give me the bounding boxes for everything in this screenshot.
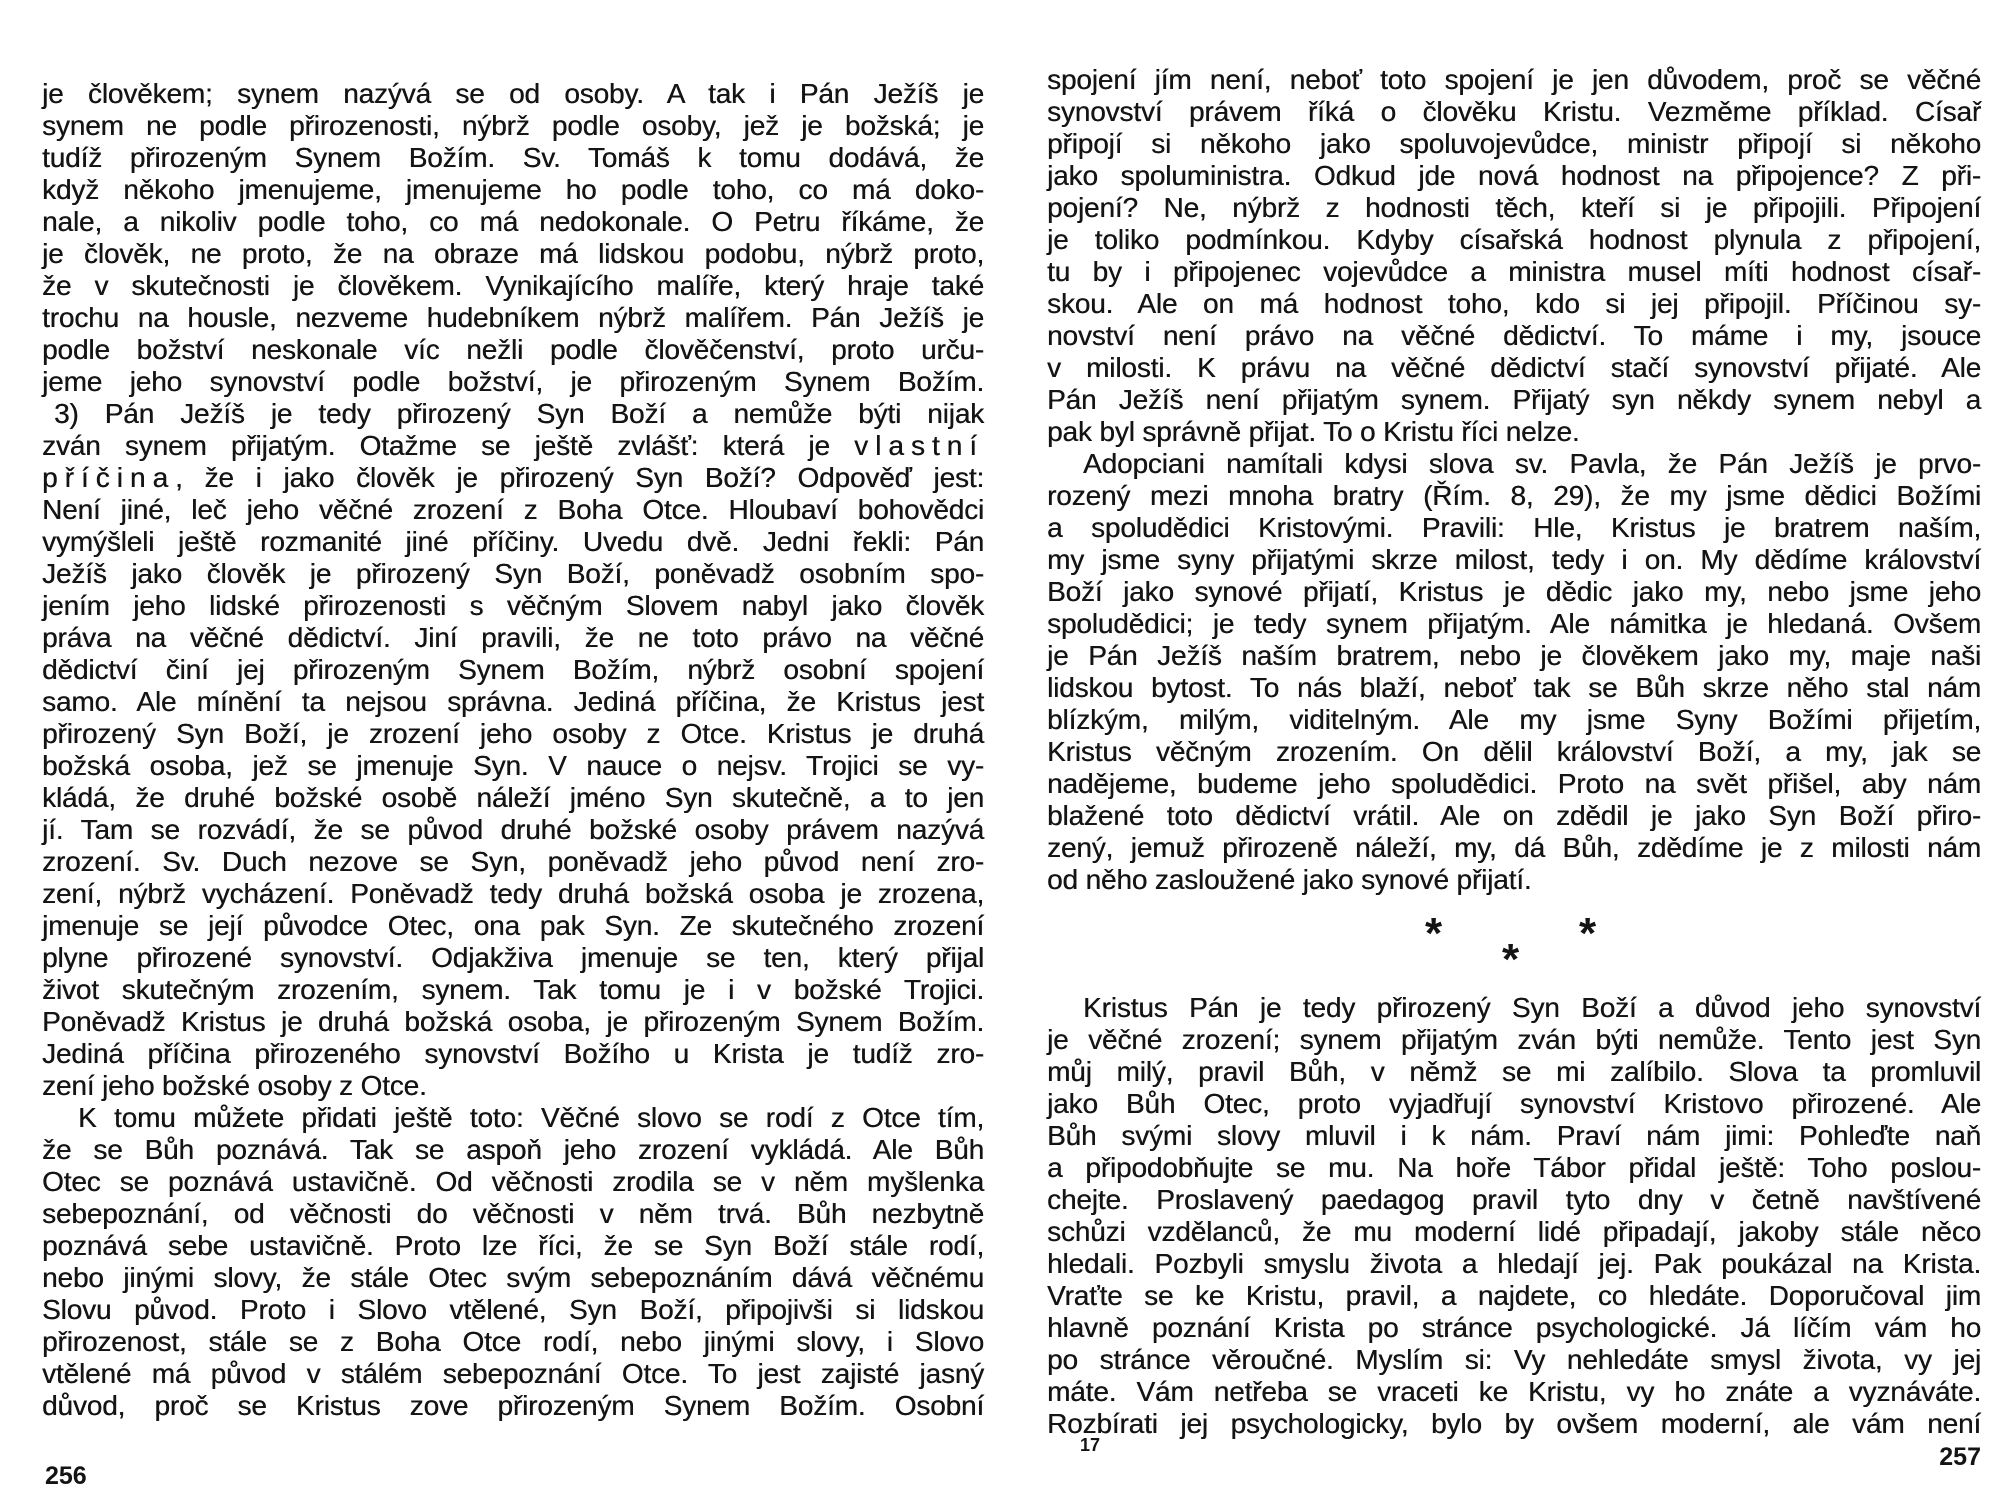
text-line: jí. Tam se rozvádí, že se původ druhé božské osoby právem nazývá	[42, 814, 984, 845]
asterisk: *	[1579, 909, 1597, 958]
text-line: synovství právem říká o člověku Kristu. Vezměme příklad. Císař	[1047, 96, 1981, 127]
text-line: jením jeho lidské přirozenosti s věčným Slovem nabyl jako člověk	[42, 590, 984, 621]
text-line: pojení? Ne, nýbrž z hodnosti těch, kteří si je připojili. Připojení	[1047, 192, 1981, 223]
asterisk: *	[1502, 935, 1520, 984]
text-line: synem ne podle přirozenosti, nýbrž podle osoby, jež je božská; je	[42, 110, 984, 141]
printer-signature-mark: 17	[1080, 1435, 1101, 1455]
text-line: kládá, že druhé božské osobě náleží jméno Syn skutečně, a to jen	[42, 782, 984, 813]
text-line: trochu na housle, nezveme hudebníkem nýbrž malířem. Pán Ježíš je	[42, 302, 984, 333]
text-line: skou. Ale on má hodnost toho, kdo si jej připojil. Příčinou sy-	[1047, 288, 1981, 319]
text-line	[42, 462, 984, 494]
text-line: Není jiné, leč jeho věčné zrození z Boha Otce. Hloubaví bohovědci	[42, 494, 984, 525]
spaced-emphasis-word: vlastní	[854, 430, 984, 461]
text-line: Pán Ježíš není přijatým synem. Přijatý syn někdy synem nebyl a	[1047, 384, 1981, 415]
text-line: spoludědici; je tedy synem přijatým. Ale námitka je hledaná. Ovšem	[1047, 608, 1981, 639]
text-line: přirozený Syn Boží, je zrození jeho osoby z Otce. Kristus je druhá	[42, 718, 984, 749]
text-line: máte. Vám netřeba se vraceti ke Kristu, vy ho znáte a vyznáváte.	[1047, 1376, 1981, 1407]
text-line: Bůh svými slovy mluvil i k nám. Praví nám jimi: Pohleďte naň	[1047, 1120, 1981, 1151]
text-line: Rozbírati jej psychologicky, bylo by ovšem moderní, ale vám není	[1047, 1408, 1981, 1439]
text-line: nale, a nikoliv podle toho, co má nedokonale. O Petru říkáme, že	[42, 206, 984, 237]
text-line: Jediná příčina přirozeného synovství Božího u Krista je tudíž zro-	[42, 1038, 984, 1069]
text-line: Ježíš jako člověk je přirozený Syn Boží, poněvadž osobním spo-	[42, 558, 984, 589]
text-segment: zván synem přijatým. Otažme se ještě zvlášť: která je	[42, 430, 855, 461]
text-line: a spoludědici Kristovými. Pravili: Hle, Kristus je bratrem naším,	[1047, 512, 1981, 543]
text-line: je Pán Ježíš naším bratrem, nebo je člověkem jako my, maje naši	[1047, 640, 1981, 671]
text-line: samo. Ale mínění ta nejsou správna. Jediná příčina, že Kristus jest	[42, 686, 984, 717]
page-number-left: 256	[45, 1462, 87, 1490]
text-line: jako spoluministra. Odkud jde nová hodnost na připojence? Z při-	[1047, 160, 1981, 191]
text-line: hledali. Pozbyli smyslu života a hledají jej. Pak poukázal na Krista.	[1047, 1248, 1981, 1279]
text-line: Adopciani namítali kdysi slova sv. Pavla, že Pán Ježíš je prvo-	[1083, 448, 1981, 479]
left-page-text-column	[42, 78, 984, 1422]
text-line: dědictví činí jej přirozeným Synem Božím, nýbrž osobní spojení	[42, 654, 984, 685]
text-line: důvod, proč se Kristus zove přirozeným Synem Božím. Osobní	[42, 1390, 984, 1421]
text-line: je toliko podmínkou. Kdyby císařská hodnost plynula z připojení,	[1047, 224, 1981, 255]
text-line: a připodobňujte se mu. Na hoře Tábor přidal ještě: Toho poslou-	[1047, 1152, 1981, 1183]
text-line: život skutečným zrozením, synem. Tak tomu je i v božské Trojici.	[42, 974, 984, 1005]
text-line: spojení jím není, neboť toto spojení je jen důvodem, proč se věčné	[1047, 64, 1981, 95]
text-line: novství není právo na věčné dědictví. To máme i my, jsouce	[1047, 320, 1981, 351]
text-line: že se Bůh poznává. Tak se aspoň jeho zrození vykládá. Ale Bůh	[42, 1134, 984, 1165]
text-line: vtělené má původ v stálém sebepoznání Otce. To jest zajisté jasný	[42, 1358, 984, 1389]
text-line: přirozenost, stále se z Boha Otce rodí, nebo jinými slovy, i Slovo	[42, 1326, 984, 1357]
text-line: můj milý, pravil Bůh, v němž se mi zalíbilo. Slova ta promluvil	[1047, 1056, 1981, 1087]
text-line: Otec se poznává ustavičně. Od věčnosti zrodila se v něm myšlenka	[42, 1166, 984, 1197]
text-line: je člověk, ne proto, že na obraze má lidskou podobu, nýbrž proto,	[42, 238, 984, 269]
text-line: Vraťte se ke Kristu, pravil, a najdete, co hledáte. Doporučoval jim	[1047, 1280, 1981, 1311]
text-line: tu by i připojenec vojevůdce a ministra musel míti hodnost císař-	[1047, 256, 1981, 287]
text-line: Poněvadž Kristus je druhá božská osoba, je přirozeným Synem Božím.	[42, 1006, 984, 1037]
text-line: po stránce věroučné. Myslím si: Vy nehledáte smysl života, vy jej	[1047, 1344, 1981, 1375]
text-line: blažené toto dědictví vrátil. Ale on zdědil je jako Syn Boží přiro-	[1047, 800, 1981, 831]
text-line: rozený mezi mnoha bratry (Řím. 8, 29), že my jsme dědici Božími	[1047, 480, 1981, 511]
text-line: že v skutečnosti je člověkem. Vynikajícího malíře, který hraje také	[42, 270, 984, 301]
text-line: božská osoba, jež se jmenuje Syn. V nauce o nejsv. Trojici se vy-	[42, 750, 984, 781]
text-segment: , že i jako člověk je přirozený Syn Boží? Odpověď jest:	[175, 462, 984, 493]
text-line: lidskou bytost. To nás blaží, neboť tak se Bůh skrze něho stal nám	[1047, 672, 1981, 703]
text-line: plyne přirozené synovství. Odjakživa jmenuje se ten, který přijal	[42, 942, 984, 973]
text-line: nebo jinými slovy, že stále Otec svým sebepoznáním dává věčnému	[42, 1262, 984, 1293]
text-line: zení jeho božské osoby z Otce.	[42, 1070, 427, 1101]
text-line: v milosti. K právu na věčné dědictví stačí synovství přijaté. Ale	[1047, 352, 1981, 383]
page-number-right: 257	[1939, 1443, 1981, 1471]
text-line: K tomu můžete přidati ještě toto: Věčné slovo se rodí z Otce tím,	[78, 1102, 984, 1133]
text-line: připojí si někoho jako spoluvojevůdce, ministr připojí si někoho	[1047, 128, 1981, 159]
text-line: sebepoznání, od věčnosti do věčnosti v něm trvá. Bůh nezbytně	[42, 1198, 984, 1229]
text-line: od něho zasloužené jako synové přijatí.	[1047, 864, 1532, 895]
text-line: my jsme syny přijatými skrze milost, tedy i on. My dědíme království	[1047, 544, 1981, 575]
text-line: tudíž přirozeným Synem Božím. Sv. Tomáš k tomu dodává, že	[42, 142, 984, 173]
text-line: zení, nýbrž vycházení. Poněvadž tedy druhá božská osoba je zrozena,	[42, 878, 984, 909]
text-line: poznává sebe ustavičně. Proto lze říci, že se Syn Boží stále rodí,	[42, 1230, 984, 1261]
text-line: hlavně poznání Krista po stránce psychologické. Já líčím vám ho	[1047, 1312, 1981, 1343]
text-line: jako Bůh Otec, proto vyjadřují synovství Kristovo přirozené. Ale	[1047, 1088, 1981, 1119]
text-line: schůzi vzdělanců, že mu moderní lidé připadají, jakoby stále něco	[1047, 1216, 1981, 1247]
right-page-text-column-bottom	[1047, 992, 1981, 1440]
text-line: jeme jeho synovství podle božství, je přirozeným Synem Božím.	[42, 366, 984, 397]
text-line: Boží jako synové přijatí, Kristus je dědic jako my, nebo jsme jeho	[1047, 576, 1981, 607]
spaced-emphasis-word: příčina	[42, 462, 176, 493]
text-line: když někoho jmenujeme, jmenujeme ho podle toho, co má doko-	[42, 174, 984, 205]
right-page	[1003, 0, 2006, 1500]
text-line: nadějeme, budeme jeho spoludědici. Proto na svět přišel, aby nám	[1047, 768, 1981, 799]
text-line	[42, 430, 984, 462]
text-line: blízkým, milým, viditelným. Ale my jsme Syny Božími přijetím,	[1047, 704, 1981, 735]
text-line: Kristus Pán je tedy přirozený Syn Boží a důvod jeho synovství	[1083, 992, 1981, 1023]
text-line: je věčné zrození; synem přijatým zván býti nemůže. Tento jest Syn	[1047, 1024, 1981, 1055]
text-line: práva na věčné dědictví. Jiní pravili, že ne toto právo na věčné	[42, 622, 984, 653]
right-page-text-column-top	[1047, 64, 1981, 896]
text-line: pak byl správně přijat. To o Kristu říci nelze.	[1047, 416, 1580, 447]
text-line: je člověkem; synem nazývá se od osoby. A tak i Pán Ježíš je	[42, 78, 984, 109]
text-line: vymýšleli ještě rozmanité jiné příčiny. Uvedu dvě. Jedni řekli: Pán	[42, 526, 984, 557]
text-line: chejte. Proslavený paedagog pravil tyto dny v četně navštívené	[1047, 1184, 1981, 1215]
text-line: zrození. Sv. Duch nezove se Syn, poněvadž jeho původ není zro-	[42, 846, 984, 877]
text-line: Slovu původ. Proto i Slovo vtělené, Syn Boží, připojivši si lidskou	[42, 1294, 984, 1325]
text-line: Kristus věčným zrozením. On dělil království Boží, a my, jak se	[1047, 736, 1981, 767]
text-line: podle božství neskonale víc nežli podle člověčenství, proto urču-	[42, 334, 984, 365]
asterisk: *	[1425, 909, 1443, 958]
text-line: zený, jemuž přirozeně náleží, my, dá Bůh, zdědíme je z milosti nám	[1047, 832, 1981, 863]
text-line: jmenuje se její původce Otec, ona pak Syn. Ze skutečného zrození	[42, 910, 984, 941]
text-line: 3) Pán Ježíš je tedy přirozený Syn Boží a nemůže býti nijak	[54, 398, 984, 429]
